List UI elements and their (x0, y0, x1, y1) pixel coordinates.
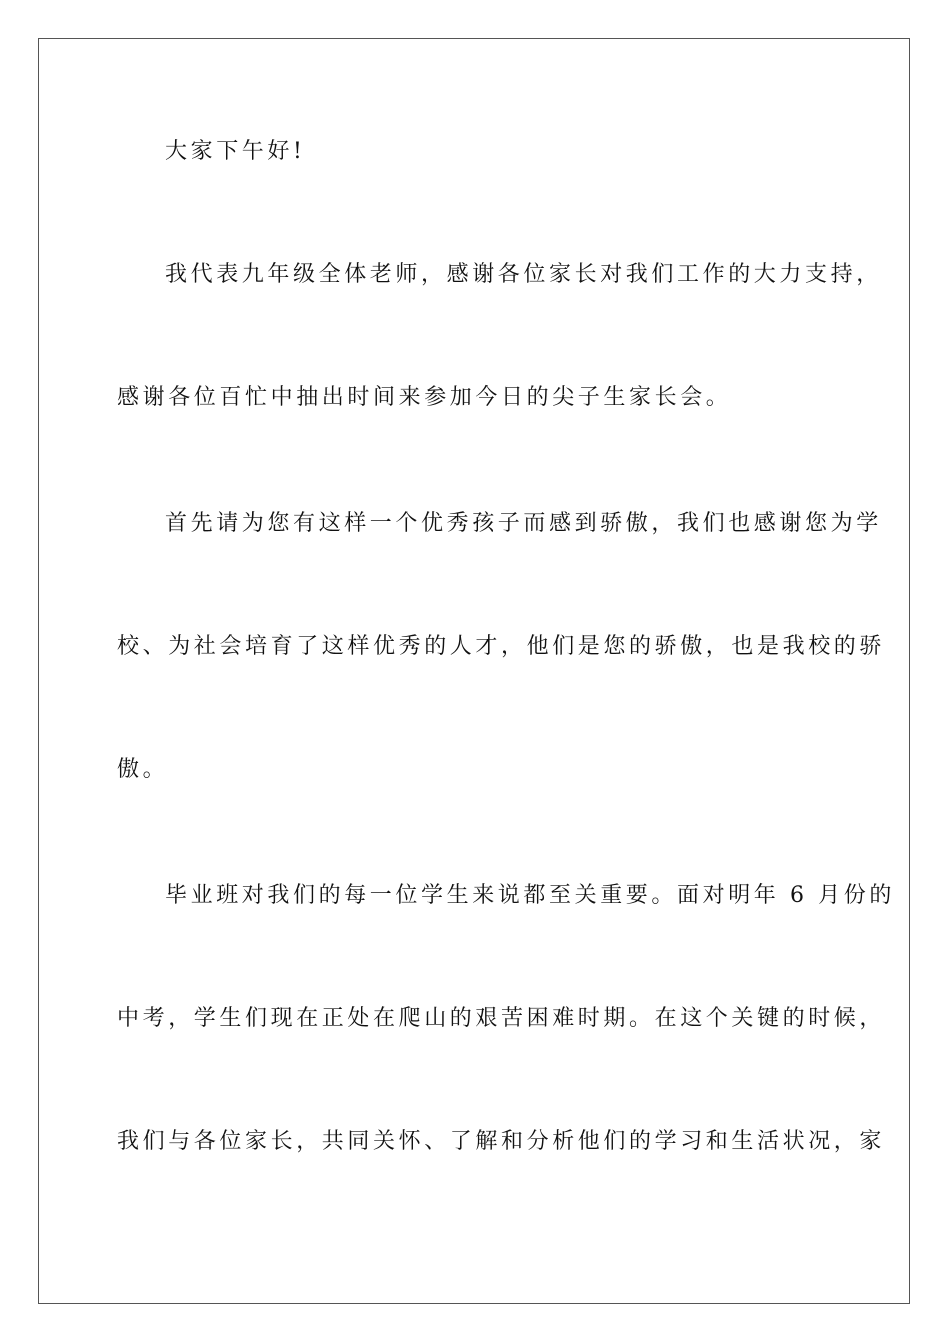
paragraph-2-line-1: 首先请为您有这样一个优秀孩子而感到骄傲，我们也感谢您为学 (165, 511, 882, 536)
paragraph-3-line-3: 我们与各位家长，共同关怀、了解和分析他们的学习和生活状况，家 (117, 1129, 886, 1154)
paragraph-3-line-1: 毕业班对我们的每一位学生来说都至关重要。面对明年 6 月份的 (165, 883, 895, 908)
paragraph-1-line-2: 感谢各位百忙中抽出时间来参加今日的尖子生家长会。 (117, 385, 732, 410)
paragraph-2-line-3: 傲。 (117, 757, 169, 782)
paragraph-2-line-2: 校、为社会培育了这样优秀的人才，他们是您的骄傲，也是我校的骄 (117, 634, 886, 659)
page-border (38, 38, 910, 1304)
paragraph-1-line-1: 我代表九年级全体老师，感谢各位家长对我们工作的大力支持， (165, 262, 882, 287)
greeting-line: 大家下午好! (165, 139, 306, 164)
paragraph-3-line-2: 中考，学生们现在正处在爬山的艰苦困难时期。在这个关键的时候， (117, 1006, 886, 1031)
